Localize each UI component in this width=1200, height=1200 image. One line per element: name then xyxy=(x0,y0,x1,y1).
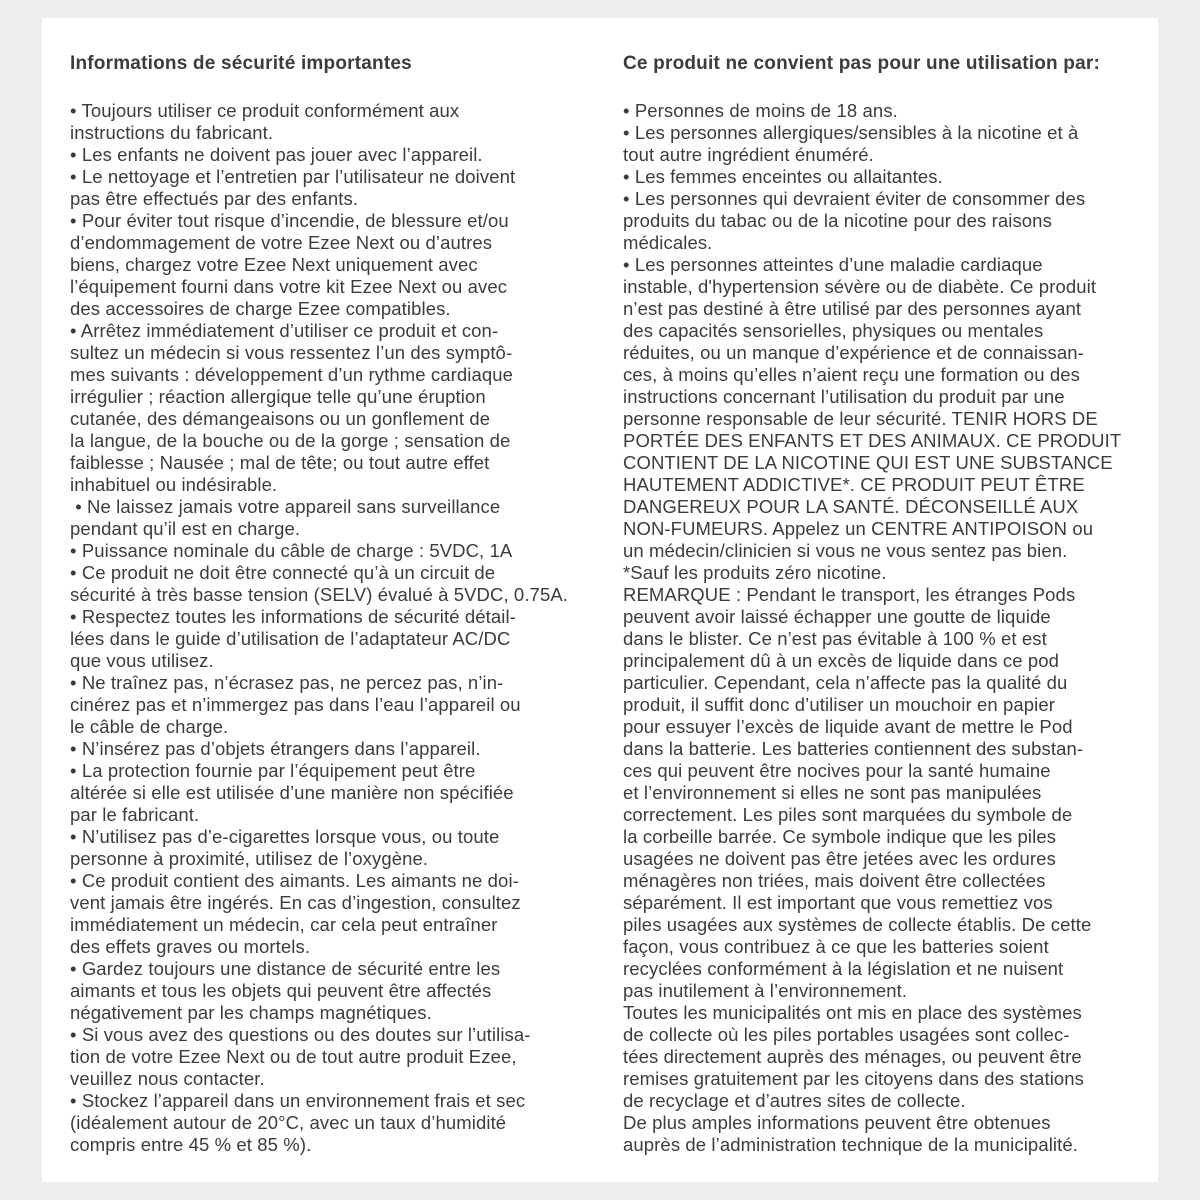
text-line: ces, à moins qu’elles n’aient reçu une formation ou des xyxy=(623,364,1080,385)
text-line: • Les personnes atteintes d’une maladie cardiaque xyxy=(623,254,1043,275)
text-line: irrégulier ; réaction allergique telle qu’une éruption xyxy=(70,386,486,407)
text-line: cutanée, des démangeaisons ou un gonflement de xyxy=(70,408,491,429)
text-line: l’équipement fourni dans votre kit Ezee Next ou avec xyxy=(70,276,508,297)
text-line: par le fabricant. xyxy=(70,804,200,825)
text-line: de recyclage et d’autres sites de collecte. xyxy=(623,1090,966,1111)
text-line: peuvent avoir laissé échapper une goutte de liquide xyxy=(623,606,1051,627)
text-line: séparément. Il est important que vous remettiez vos xyxy=(623,892,1053,913)
text-line: biens, chargez votre Ezee Next uniquement avec xyxy=(70,254,478,275)
text-line: PORTÉE DES ENFANTS ET DES ANIMAUX. CE PRODUIT xyxy=(623,430,1122,451)
text-line: auprès de l’administration technique de la municipalité. xyxy=(623,1134,1079,1155)
text-line: des accessoires de charge Ezee compatibles. xyxy=(70,298,451,319)
text-line: *Sauf les produits zéro nicotine. xyxy=(623,562,887,583)
text-line: • Si vous avez des questions ou des doutes sur l’utilisa- xyxy=(70,1024,531,1045)
text-line: • Ce produit contient des aimants. Les aimants ne doi- xyxy=(70,870,519,891)
text-line: réduites, ou un manque d’expérience et de connaissan- xyxy=(623,342,1084,363)
text-line: • N’utilisez pas d’e-cigarettes lorsque vous, ou toute xyxy=(70,826,500,847)
text-line: que vous utilisez. xyxy=(70,650,214,671)
text-line: pour essuyer l’excès de liquide avant de mettre le Pod xyxy=(623,716,1073,737)
text-line: n’est pas destiné à être utilisé par des personnes ayant xyxy=(623,298,1082,319)
text-line: • Ne traînez pas, n’écrasez pas, ne percez pas, n’in- xyxy=(70,672,504,693)
text-line: • Ce produit ne doit être connecté qu’à un circuit de xyxy=(70,562,496,583)
safety-info-text xyxy=(70,100,582,1156)
text-line: usagées ne doivent pas être jetées avec les ordures xyxy=(623,848,1056,869)
text-line: produit, il suffit donc d’utiliser un mouchoir en papier xyxy=(623,694,1056,715)
text-line: instructions du fabricant. xyxy=(70,122,274,143)
text-line: dans le blister. Ce n’est pas évitable à 100 % et est xyxy=(623,628,1047,649)
text-line: des capacités sensorielles, physiques ou mentales xyxy=(623,320,1044,341)
text-line: des effets graves ou mortels. xyxy=(70,936,311,957)
text-line: façon, vous contribuez à ce que les batteries soient xyxy=(623,936,1049,957)
text-line: • Respectez toutes les informations de sécurité détail- xyxy=(70,606,516,627)
text-line: mes suivants : développement d’un rythme cardiaque xyxy=(70,364,514,385)
text-line: (idéalement autour de 20°C, avec un taux d’humidité xyxy=(70,1112,507,1133)
safety-document-sheet xyxy=(42,18,1158,1182)
text-line: NON-FUMEURS. Appelez un CENTRE ANTIPOISON ou xyxy=(623,518,1094,539)
text-line: • Les femmes enceintes ou allaitantes. xyxy=(623,166,943,187)
text-line: • Stockez l’appareil dans un environnement frais et sec xyxy=(70,1090,526,1111)
text-line: tion de votre Ezee Next ou de tout autre produit Ezee, xyxy=(70,1046,517,1067)
text-line: pas être effectués par des enfants. xyxy=(70,188,359,209)
text-line: remises gratuitement par les citoyens dans des stations xyxy=(623,1068,1085,1089)
text-line: principalement dû à un excès de liquide dans ce pod xyxy=(623,650,1060,671)
text-line: pas inutilement à l’environnement. xyxy=(623,980,908,1001)
text-line: lées dans le guide d’utilisation de l’adaptateur AC/DC xyxy=(70,628,511,649)
text-line: vent jamais être ingérés. En cas d’ingestion, consultez xyxy=(70,892,521,913)
text-line: altérée si elle est utilisée d’une manière non spécifiée xyxy=(70,782,514,803)
text-line: • La protection fournie par l’équipement peut être xyxy=(70,760,476,781)
text-line: tout autre ingrédient énuméré. xyxy=(623,144,874,165)
text-line: négativement par les champs magnétiques. xyxy=(70,1002,432,1023)
text-line: et l’environnement si elles ne sont pas manipulées xyxy=(623,782,1042,803)
text-line: inhabituel ou indésirable. xyxy=(70,474,278,495)
text-line: un médecin/clinicien si vous ne vous sentez pas bien. xyxy=(623,540,1068,561)
text-line: la corbeille barrée. Ce symbole indique que les piles xyxy=(623,826,1057,847)
text-line: veuillez nous contacter. xyxy=(70,1068,265,1089)
text-line: sécurité à très basse tension (SELV) évalué à 5VDC, 0.75A. xyxy=(70,584,569,605)
text-line: CONTIENT DE LA NICOTINE QUI EST UNE SUBSTANCE xyxy=(623,452,1113,473)
text-line: pendant qu’il est en charge. xyxy=(70,518,301,539)
text-line: instable, d'hypertension sévère ou de diabète. Ce produit xyxy=(623,276,1097,297)
text-line: personne à proximité, utilisez de l’oxygène. xyxy=(70,848,429,869)
text-line: HAUTEMENT ADDICTIVE*. CE PRODUIT PEUT ÊTRE xyxy=(623,474,1085,495)
text-line: tées directement auprès des ménages, ou peuvent être xyxy=(623,1046,1082,1067)
text-line: immédiatement un médecin, car cela peut entraîner xyxy=(70,914,498,935)
unsuitable-users-text xyxy=(623,100,1145,1156)
text-line: REMARQUE : Pendant le transport, les étranges Pods xyxy=(623,584,1076,605)
safety-info-column xyxy=(70,53,582,1156)
text-line: • Pour éviter tout risque d’incendie, de blessure et/ou xyxy=(70,210,509,231)
text-line: • Les personnes allergiques/sensibles à la nicotine et à xyxy=(623,122,1079,143)
text-line: cinérez pas et n’immergez pas dans l’eau l’appareil ou xyxy=(70,694,521,715)
text-line: d’endommagement de votre Ezee Next ou d’autres xyxy=(70,232,493,253)
text-line: aimants et tous les objets qui peuvent être affectés xyxy=(70,980,492,1001)
text-line: • Le nettoyage et l’entretien par l’utilisateur ne doivent xyxy=(70,166,516,187)
text-line: • Gardez toujours une distance de sécurité entre les xyxy=(70,958,501,979)
unsuitable-users-column xyxy=(623,53,1145,1156)
safety-info-title: Informations de sécurité importantes xyxy=(70,53,412,74)
text-line: médicales. xyxy=(623,232,713,253)
text-line: le câble de charge. xyxy=(70,716,229,737)
text-line: compris entre 45 % et 85 %). xyxy=(70,1134,312,1155)
text-line: Toutes les municipalités ont mis en place des systèmes xyxy=(623,1002,1082,1023)
text-line: DANGEREUX POUR LA SANTÉ. DÉCONSEILLÉ AUX xyxy=(623,496,1079,517)
text-line: de collecte où les piles portables usagées sont collec- xyxy=(623,1024,1070,1045)
text-line: ces qui peuvent être nocives pour la santé humaine xyxy=(623,760,1051,781)
text-line: recyclées conformément à la législation et ne nuisent xyxy=(623,958,1064,979)
text-line: instructions concernant l’utilisation du produit par une xyxy=(623,386,1065,407)
text-line: particulier. Cependant, cela n’affecte pas la qualité du xyxy=(623,672,1068,693)
text-line: dans la batterie. Les batteries contiennent des substan- xyxy=(623,738,1084,759)
text-line: produits du tabac ou de la nicotine pour des raisons xyxy=(623,210,1052,231)
unsuitable-users-title: Ce produit ne convient pas pour une utilisation par: xyxy=(623,53,1100,74)
text-line: • Arrêtez immédiatement d’utiliser ce produit et con- xyxy=(70,320,499,341)
text-line: • Les enfants ne doivent pas jouer avec l’appareil. xyxy=(70,144,483,165)
text-line: • Ne laissez jamais votre appareil sans surveillance xyxy=(70,496,501,517)
text-line: correctement. Les piles sont marquées du symbole de xyxy=(623,804,1073,825)
text-line: ménagères non triées, mais doivent être collectées xyxy=(623,870,1046,891)
text-line: • Les personnes qui devraient éviter de consommer des xyxy=(623,188,1086,209)
text-line: sultez un médecin si vous ressentez l’un des symptô- xyxy=(70,342,513,363)
text-line: • Toujours utiliser ce produit conformément aux xyxy=(70,100,460,121)
text-line: • Puissance nominale du câble de charge : 5VDC, 1A xyxy=(70,540,513,561)
text-line: • Personnes de moins de 18 ans. xyxy=(623,100,898,121)
text-line: De plus amples informations peuvent être obtenues xyxy=(623,1112,1051,1133)
text-line: faiblesse ; Nausée ; mal de tête; ou tout autre effet xyxy=(70,452,490,473)
text-line: piles usagées aux systèmes de collecte établis. De cette xyxy=(623,914,1092,935)
text-line: personne responsable de leur sécurité. TENIR HORS DE xyxy=(623,408,1098,429)
text-line: la langue, de la bouche ou de la gorge ; sensation de xyxy=(70,430,511,451)
text-line: • N’insérez pas d’objets étrangers dans l’appareil. xyxy=(70,738,481,759)
